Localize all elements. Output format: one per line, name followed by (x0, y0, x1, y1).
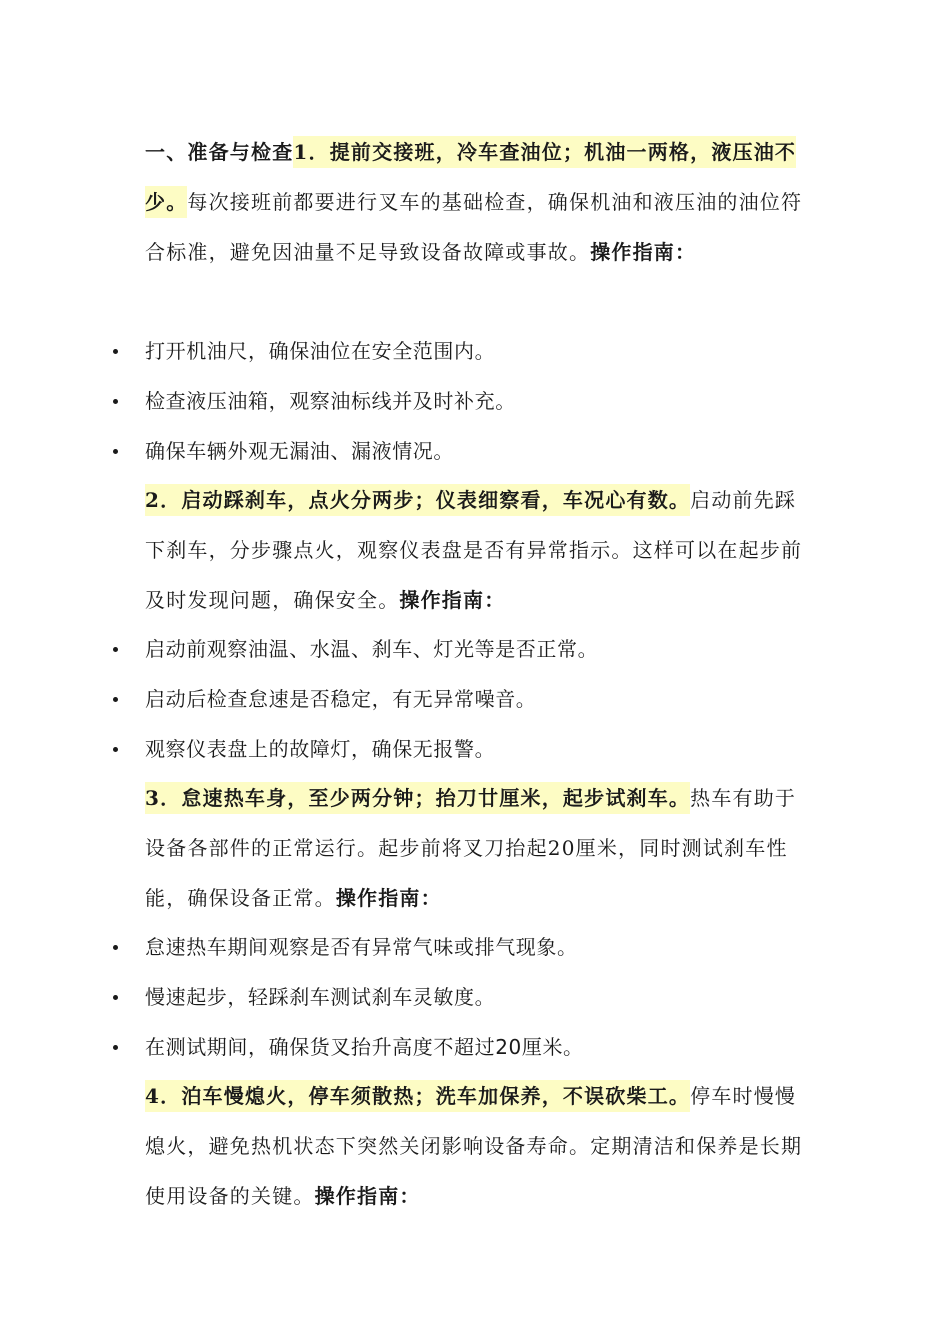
section-4-guide-label: 操作指南： (314, 1184, 421, 1208)
list-item: 检查液压油箱，观察油标线并及时补充。 (0, 376, 950, 426)
section-2-paragraph (145, 475, 810, 625)
list-item: 怠速热车期间观察是否有异常气味或排气现象。 (0, 922, 950, 972)
section-3-guide-label: 操作指南： (335, 886, 442, 910)
list-item: 观察仪表盘上的故障灯，确保无报警。 (0, 724, 950, 774)
list-item: 启动前观察油温、水温、刹车、灯光等是否正常。 (0, 624, 950, 674)
section-3-paragraph (145, 773, 810, 923)
bullet-icon (113, 697, 118, 702)
bullet-icon (113, 399, 118, 404)
section-1-title: 1．提前交接班，冷车查油位；机油一两格，液压油不少。 (145, 136, 796, 218)
section-1-bullet-list (0, 326, 950, 476)
section-3-title: 3．怠速热车身，至少两分钟；抬刀廿厘米，起步试刹车。 (145, 782, 690, 814)
bullet-icon (113, 449, 118, 454)
section-4-title: 4．泊车慢熄火，停车须散热；洗车加保养，不误砍柴工。 (145, 1080, 690, 1112)
section-4-paragraph (145, 1071, 810, 1221)
section-1-paragraph (145, 127, 810, 277)
section-3-bullet-list (0, 922, 950, 1072)
section-2-title: 2．启动踩刹车，点火分两步；仪表细察看，车况心有数。 (145, 484, 690, 516)
bullet-icon (113, 1045, 118, 1050)
section-1-guide-label: 操作指南： (590, 240, 697, 264)
section-2-body: 启动前先踩下刹车，分步骤点火，观察仪表盘是否有异常指示。这样可以在起步前及时发现问题，确保安全。 (145, 488, 803, 612)
section-1-body: 每次接班前都要进行叉车的基础检查，确保机油和液压油的油位符合标准，避免因油量不足导致设备故障或事故。 (145, 190, 803, 264)
bullet-icon (113, 945, 118, 950)
bullet-icon (113, 995, 118, 1000)
list-item: 慢速起步，轻踩刹车测试刹车灵敏度。 (0, 972, 950, 1022)
list-item: 打开机油尺，确保油位在安全范围内。 (0, 326, 950, 376)
section-3-body: 热车有助于设备各部件的正常运行。起步前将叉刀抬起20厘米，同时测试刹车性能，确保设备正常。 (145, 786, 797, 910)
bullet-icon (113, 747, 118, 752)
list-item: 在测试期间，确保货叉抬升高度不超过20厘米。 (0, 1022, 950, 1072)
list-item: 确保车辆外观无漏油、漏液情况。 (0, 426, 950, 476)
section-heading: 一、准备与检查 (145, 140, 294, 164)
bullet-icon (113, 349, 118, 354)
section-2-guide-label: 操作指南： (399, 588, 506, 612)
list-item: 启动后检查怠速是否稳定，有无异常噪音。 (0, 674, 950, 724)
bullet-icon (113, 647, 118, 652)
section-2-bullet-list (0, 624, 950, 774)
section-4-body: 停车时慢慢熄火，避免热机状态下突然关闭影响设备寿命。定期清洁和保养是长期使用设备的关键。 (145, 1084, 803, 1208)
